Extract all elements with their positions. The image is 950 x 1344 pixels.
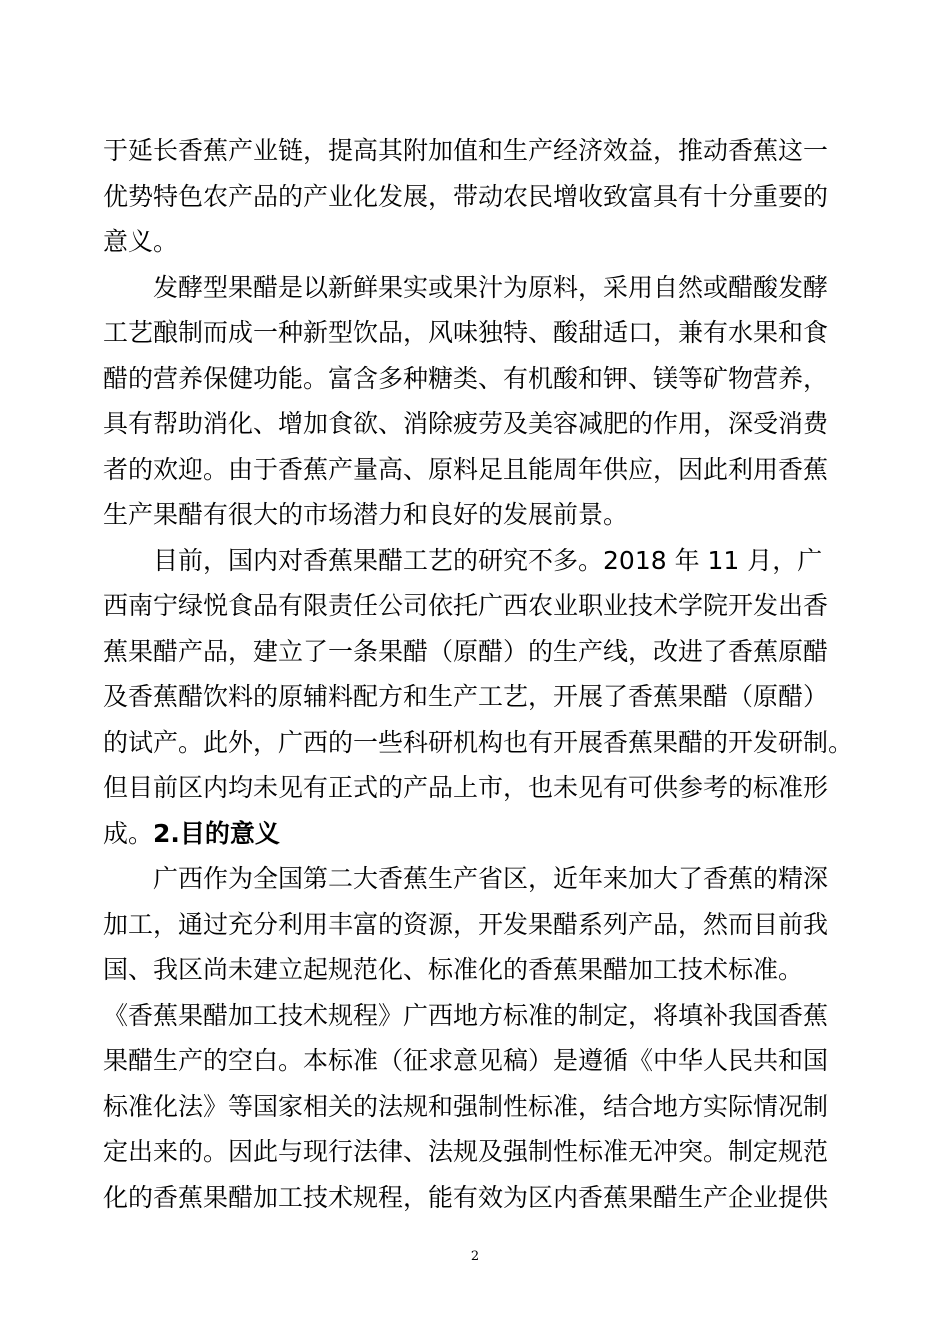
text-line: 工艺酿制而成一种新型饮品，风味独特、酸甜适口，兼有水果和食 [103,318,829,347]
text-line: 国、我区尚未建立起规范化、标准化的香蕉果醋加工技术标准。 [103,955,804,984]
text-line: 定出来的。因此与现行法律、法规及强制性标准无冲突。制定规范 [103,1137,829,1166]
section-heading: 2.目的意义 [153,818,280,848]
text-line: 优势特色农产品的产业化发展，带动农民增收致富具有十分重要的 [103,181,829,211]
text-line: 者的欢迎。由于香蕉产量高、原料足且能周年供应，因此利用香蕉 [103,454,829,484]
text-line: 广西作为全国第二大香蕉生产省区，近年来加大了香蕉的精深 [153,864,829,893]
paragraph-fermented-vinegar [103,265,855,538]
text-line: 意义。 [103,227,179,256]
paragraph-current-research [103,538,855,857]
page-number: 2 [470,1249,480,1264]
text-line: 醋的营养保健功能。富含多种糖类、有机酸和钾、镁等矿物营养， [103,363,829,393]
text-line: 但目前区内均未见有正式的产品上市，也未见有可供参考的标准形 [103,773,829,802]
text-line: 生产果醋有很大的市场潜力和良好的发展前景。 [103,500,629,529]
text-fragment: 成。 [103,818,154,848]
text-line: 标准化法》等国家相关的法规和强制性标准，结合地方实际情况制 [103,1091,829,1121]
paragraph-purpose [103,856,855,1220]
text-line: 于延长香蕉产业链，提高其附加值和生产经济效益，推动香蕉这一 [103,136,829,165]
text-line: 《香蕉果醋加工技术规程》广西地方标准的制定，将填补我国香蕉 [103,1000,829,1030]
text-line: 的试产。此外，广西的一些科研机构也有开展香蕉果醋的开发研制。 [103,727,854,757]
text-line [103,811,855,857]
text-line: 目前，国内对香蕉果醋工艺的研究不多。2018 年 11 月，广 [153,545,823,575]
paragraph-industry-chain [103,128,855,265]
text-line: 具有帮助消化、增加食欲、消除疲劳及美容减肥的作用，深受消费 [103,409,829,438]
text-line: 果醋生产的空白。本标准（征求意见稿）是遵循《中华人民共和国 [103,1046,829,1075]
text-line: 蕉果醋产品，建立了一条果醋（原醋）的生产线，改进了香蕉原醋 [103,636,829,666]
text-line: 加工，通过充分利用丰富的资源，开发果醋系列产品，然而目前我 [103,909,829,939]
text-line: 化的香蕉果醋加工技术规程，能有效为区内香蕉果醋生产企业提供 [103,1182,829,1212]
text-line: 及香蕉醋饮料的原辅料配方和生产工艺，开展了香蕉果醋（原醋） [103,682,829,711]
text-line: 发酵型果醋是以新鲜果实或果汁为原料，采用自然或醋酸发酵 [153,272,829,302]
body-text [103,128,855,1220]
text-line: 西南宁绿悦食品有限责任公司依托广西农业职业技术学院开发出香 [103,591,829,620]
